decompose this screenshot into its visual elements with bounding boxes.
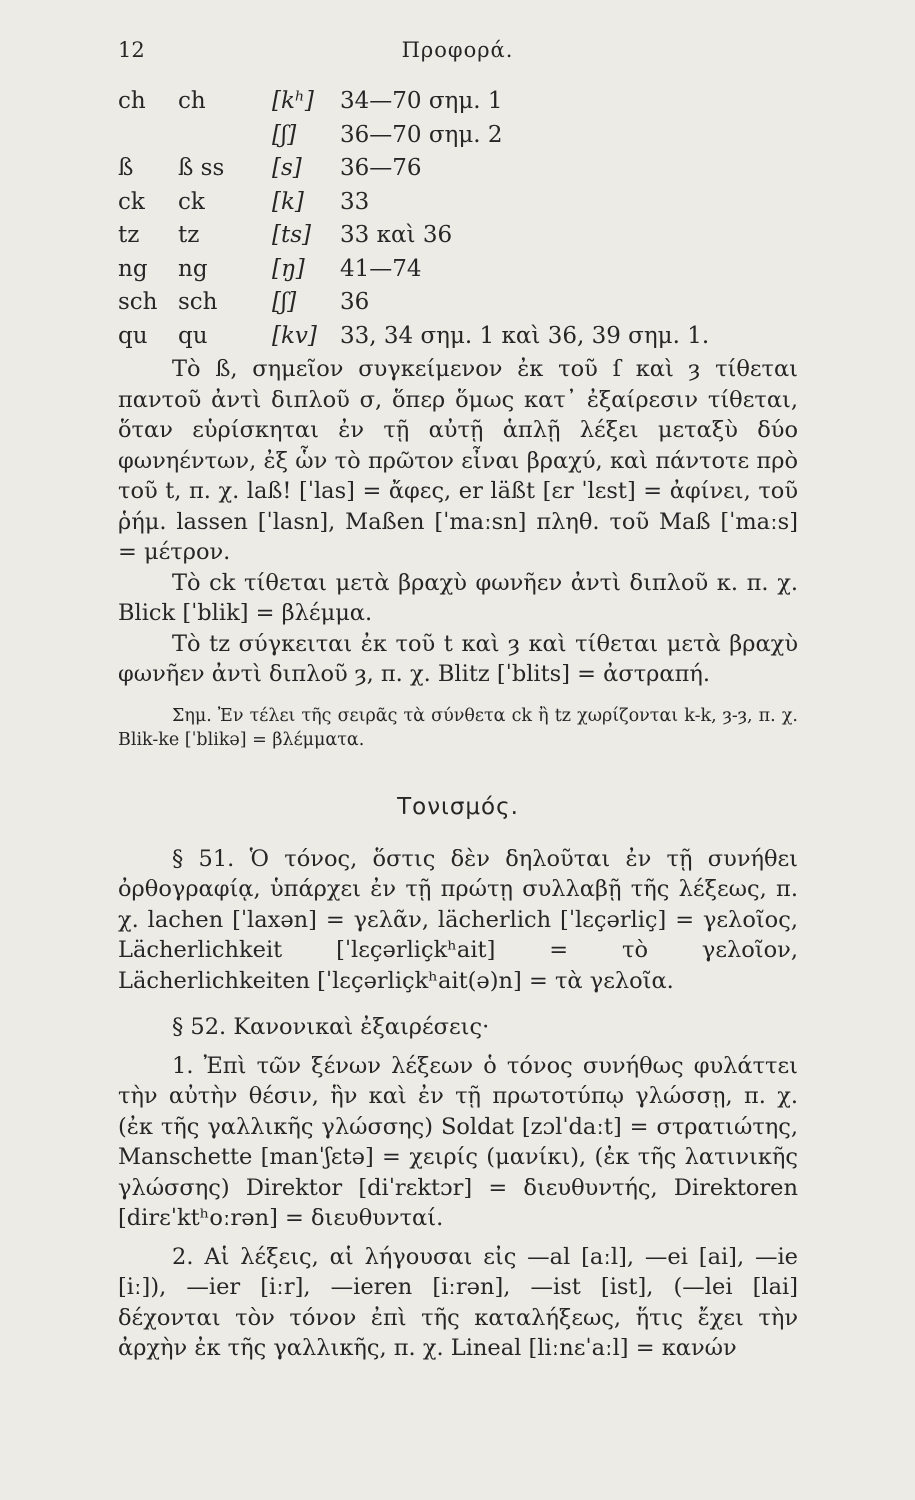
footnote-remark: Σημ. Ἐν τέλει τῆς σειρᾶς τὰ σύνθετα ck ἢ tz χωρίζονται k-k, ȝ-ȝ, π. χ. Blik-ke [ˈblikə] = βλέμματα. <box>118 705 798 750</box>
ipa-symbol: [ʃ] <box>272 289 297 315</box>
table-row <box>118 222 818 256</box>
fraktur-letter: tz <box>118 222 140 248</box>
section-reference: 33, 34 σημ. 1 καὶ 36, 39 σημ. 1. <box>340 322 710 349</box>
paragraph-section-51: § 51. Ὁ τόνος, ὅστις δὲν δηλοῦται ἐν τῇ συνήθει ὀρθογραφίᾳ, ὑπάρχει ἐν τῇ πρώτῃ συλλαβῇ τῆς λέξεως, π. χ. lachen [ˈlaxən] = γελᾶν, lächerlich [ˈlεçərliç] = γελοῖος, Lächerlichkeit [ˈlεçərliçkʰait] = τὸ γελοῖον, Lächerlichkeiten [ˈlεçərliçkʰait(ə)n] = τὰ γελοῖα. <box>118 845 798 994</box>
fraktur-letter: ck <box>118 188 145 215</box>
table-row <box>118 256 818 290</box>
latin-letter: sch <box>178 289 218 315</box>
table-row <box>118 189 818 223</box>
table-row <box>118 323 818 357</box>
section-reference: 34—70 σημ. 1 <box>340 88 503 114</box>
page-header <box>0 38 915 64</box>
fraktur-letter: sch <box>118 289 158 315</box>
page-body <box>118 354 798 1364</box>
ipa-symbol: [kv] <box>272 322 317 349</box>
ipa-symbol: [kʰ] <box>272 88 314 114</box>
section-reference: 36—70 σημ. 2 <box>340 121 503 148</box>
paragraph-tz: Τὸ tz σύγκειται ἐκ τοῦ t καὶ ȝ καὶ τίθεται μετὰ βραχὺ φωνῆεν ἀντὶ διπλοῦ ȝ, π. χ. Blitz [ˈblits] = ἀστραπή. <box>118 630 798 687</box>
section-reference: 33 <box>340 188 370 215</box>
ipa-symbol: [s] <box>272 155 302 181</box>
table-row <box>118 88 818 122</box>
paragraph-rule-2: 2. Αἱ λέξεις, αἱ λήγουσαι εἰς —al [aːl], —ei [ai], —ie [iː]), —ier [iːr], —ieren [iːrən], —ist [ist], (—lei [lai] δέχονται τὸν τόνον ἐπὶ τῆς καταλήξεως, ἥτις ἔχει τὴν ἀρχὴν ἐκ τῆς γαλλικῆς, π. χ. Lineal [liːnεˈaːl] = κανών <box>118 1243 798 1361</box>
paragraph-section-52: § 52. Κανονικαὶ ἐξαιρέσεις· <box>172 1014 490 1040</box>
ipa-symbol: [ts] <box>272 222 311 248</box>
latin-letter: tz <box>178 222 200 248</box>
table-row <box>118 122 818 156</box>
latin-letter: qu <box>178 322 208 349</box>
fraktur-letter: qu <box>118 322 148 349</box>
paragraph-sz-ligature: Τὸ ß, σημεῖον συγκείμενον ἐκ τοῦ ſ καὶ ȝ τίθεται παντοῦ ἀντὶ διπλοῦ σ, ὅπερ ὅμως κατ᾽ ἐξαίρεσιν τίθεται, ὅταν εὑρίσκηται ἐν τῇ αὐτῇ ἁπλῇ λέξει μεταξὺ δύο φωνηέντων, ἐξ ὧν τὸ πρῶτον εἶναι βραχύ, καὶ πάντοτε πρὸ τοῦ t, π. χ. laß! [ˈlas] = ἄφες, er läßt [εr ˈlεst] = ἀφίνει, τοῦ ῥήμ. lassen [ˈlasn], Maßen [ˈmaːsn] πληθ. τοῦ Maß [ˈmaːs] = μέτρον. <box>118 356 798 565</box>
latin-letter: ng <box>178 255 208 282</box>
section-reference: 41—74 <box>340 255 422 282</box>
running-title: Προφορά. <box>401 38 514 62</box>
ipa-symbol: [ŋ] <box>272 255 305 282</box>
section-reference: 36 <box>340 289 370 315</box>
paragraph-ck: Τὸ ck τίθεται μετὰ βραχὺ φωνῆεν ἀντὶ διπλοῦ κ. π. χ. Blick [ˈblik] = βλέμμα. <box>118 569 798 626</box>
table-row <box>118 155 818 189</box>
section-reference: 33 καὶ 36 <box>340 222 453 248</box>
page-number: 12 <box>118 38 145 62</box>
table-row <box>118 289 818 323</box>
letter-table <box>118 88 818 356</box>
fraktur-letter: ch <box>118 88 146 114</box>
paragraph-rule-1: 1. Ἐπὶ τῶν ξένων λέξεων ὁ τόνος συνήθως φυλάττει τὴν αὐτὴν θέσιν, ἣν καὶ ἐν τῇ πρωτοτύπῳ γλώσσῃ, π. χ. (ἐκ τῆς γαλλικῆς γλώσσης) Soldat [zɔlˈdaːt] = στρατιώτης, Manschette [manˈʃεtə] = χειρίς (μανίκι), (ἐκ τῆς λατινικῆς γλώσσης) Direktor [diˈrεktɔr] = διευθυντής, Direktoren [dirεˈktʰoːrən] = διευθυνταί. <box>118 1052 798 1231</box>
section-reference: 36—76 <box>340 155 422 181</box>
latin-letter: ß ss <box>178 155 225 181</box>
fraktur-letter: ng <box>118 255 148 282</box>
latin-letter: ck <box>178 188 205 215</box>
ipa-symbol: [ʃ] <box>272 121 297 148</box>
ipa-symbol: [k] <box>272 188 304 215</box>
fraktur-letter: ß <box>118 155 134 181</box>
latin-letter: ch <box>178 88 206 114</box>
section-heading: Τονισμός. <box>397 793 519 820</box>
